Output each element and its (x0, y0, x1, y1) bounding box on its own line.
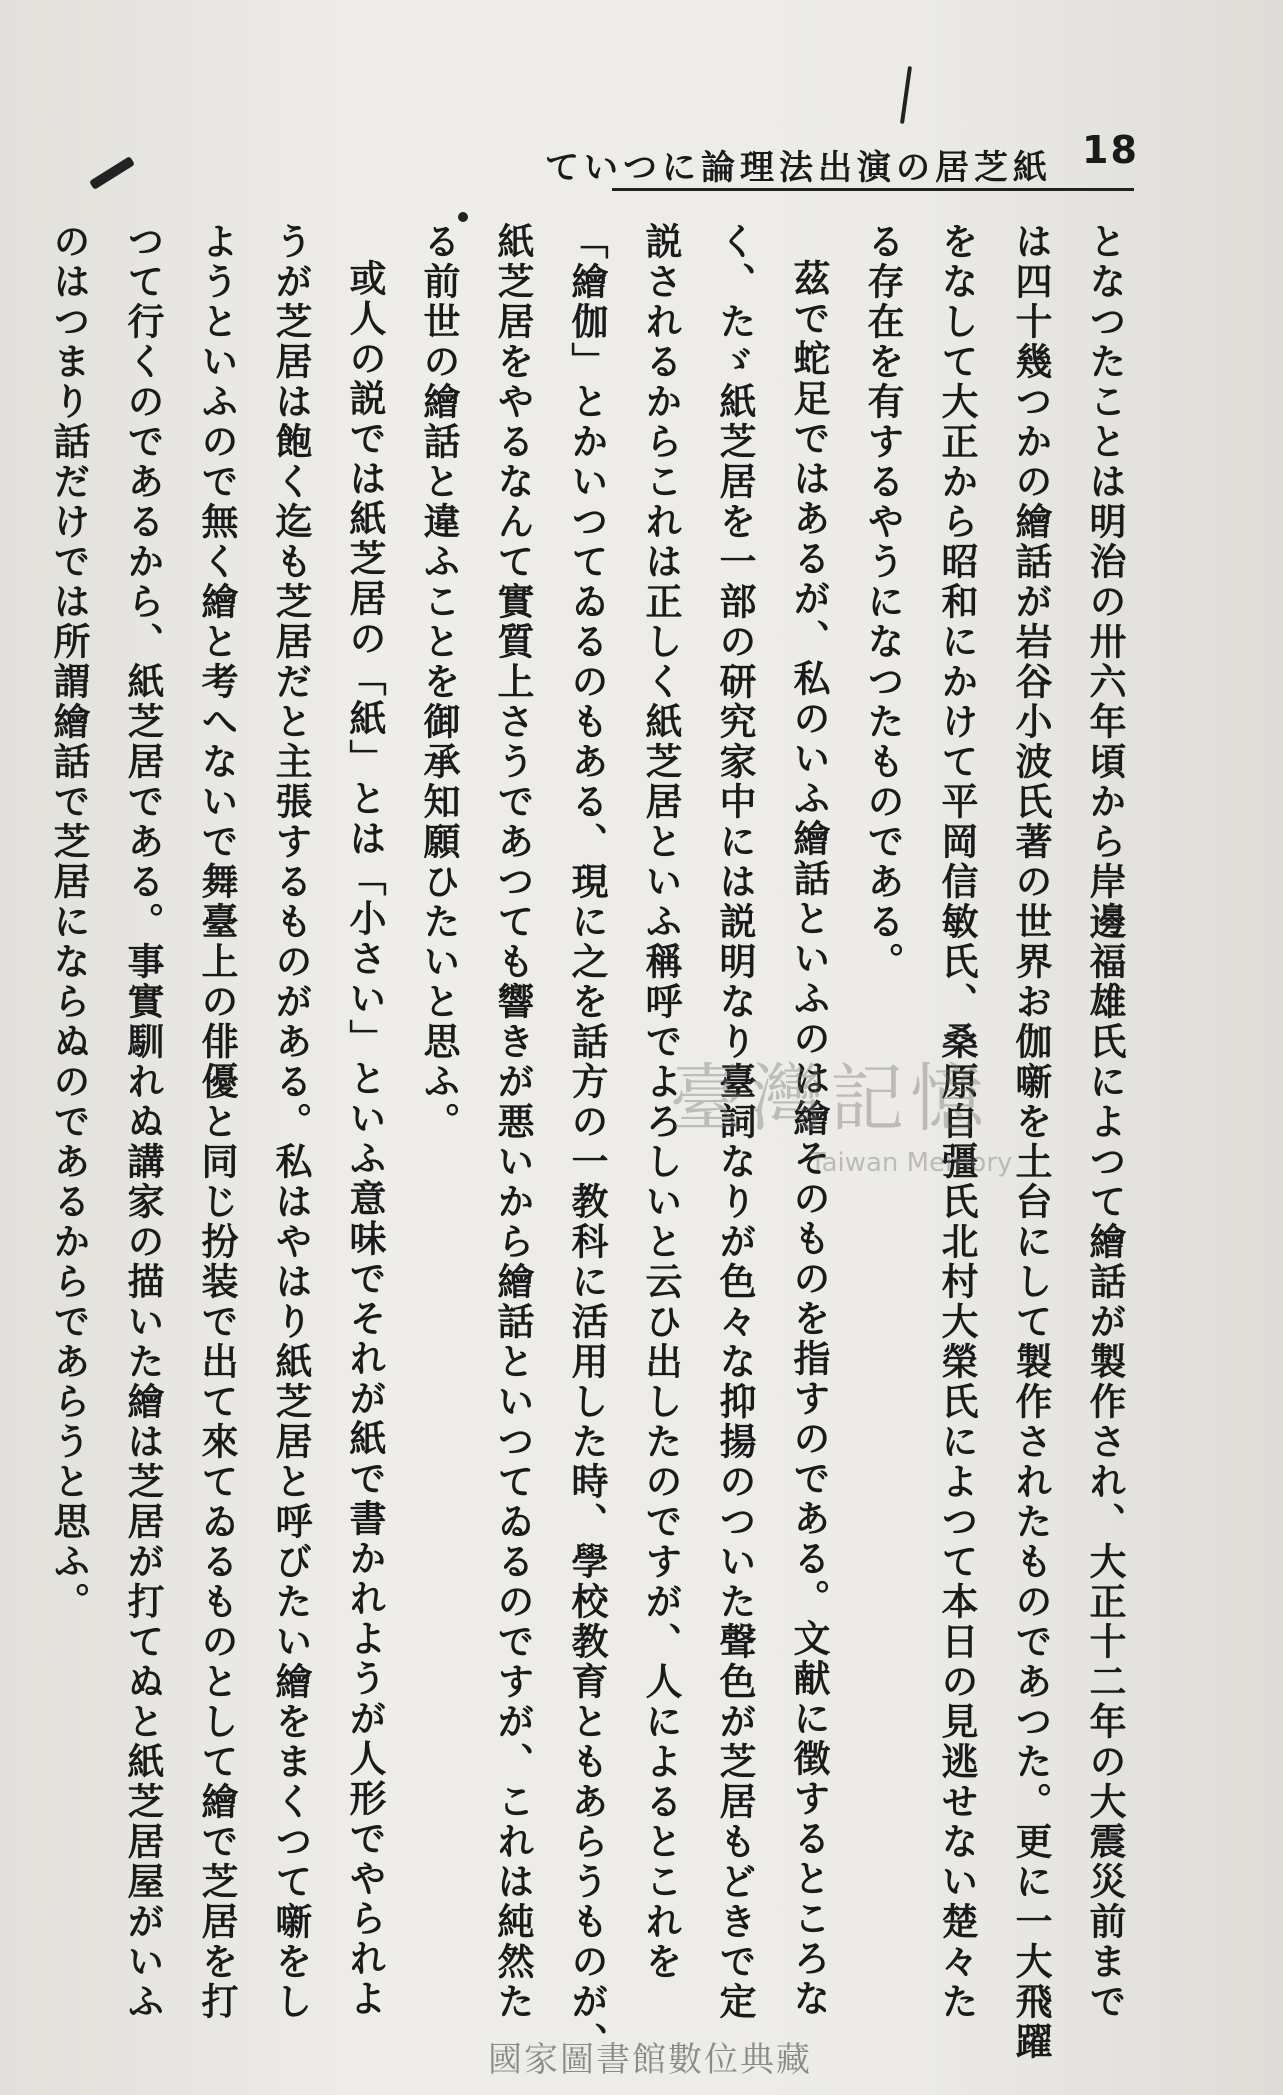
text-column: のはつまり話だけでは所謂繪話で芝居にならぬのであるからであらうと思ふ。 (47, 222, 91, 1622)
text-column: をなして大正から昭和にかけて平岡信敏氏、桑原自彊氏北村大榮氏によつて本日の見逃せない楚々た (935, 222, 979, 2022)
scan-mark (458, 212, 468, 222)
text-column: ようといふので無く繪と考へないで舞臺上の俳優と同じ扮装で出て來てゐるものとして繪で芝居を打 (195, 222, 239, 2022)
text-column: 「繪伽」とかいつてゐるのもある、現に之を話方の一教科に活用した時、學校教育ともあらうものが、 (565, 222, 609, 2062)
text-column: 説されるからこれは正しく紙芝居といふ稱呼でよろしいと云ひ出したのですが、人によるとこれを (639, 222, 683, 1982)
scan-mark (900, 66, 912, 124)
text-column: は四十幾つかの繪話が岩谷小波氏著の世界お伽噺を土台にして製作されたものであつた。更に一大飛躍 (1009, 222, 1053, 2062)
scan-mark (89, 156, 135, 190)
text-column: 紙芝居をやるなんて實質上さうであつても響きが悪いから繪話といつてゐるのですが、これは純然た (491, 222, 535, 2022)
watermark-subtext: Taiwan Memory (810, 1148, 1013, 1178)
text-column: となつたことは明治の卅六年頃から岸邊福雄氏によつて繪話が製作され、大正十二年の大震災前まで (1083, 222, 1127, 2022)
footer-credit: 國家圖書館數位典藏 (488, 2040, 812, 2080)
text-column: 茲で蛇足ではあるが、私のいふ繪話といふのは繪そのものを指すのである。文献に徴するところな (787, 259, 831, 2019)
text-column: うが芝居は飽く迄も芝居だと主張するものがある。私はやはり紙芝居と呼びたい繪をまくつて噺をし (269, 222, 313, 2022)
header-rule (612, 188, 1134, 191)
text-column: る前世の繪話と違ふことを御承知願ひたいと思ふ。 (417, 222, 461, 1142)
watermark-text: 臺灣記憶 (670, 1056, 990, 1142)
page-number: 18 (1082, 128, 1139, 172)
text-column: く、たゞ紙芝居を一部の研究家中には説明なり臺詞なりが色々な抑揚のついた聲色が芝居もどきで定 (713, 222, 757, 2022)
text-column: る存在を有するやうになつたものである。 (861, 222, 905, 982)
text-column: 或人の説では紙芝居の「紙」とは「小さい」といふ意味でそれが紙で書かれようが人形でやられよ (343, 259, 387, 2019)
watermark-logo (650, 1040, 1070, 1178)
text-column: つて行くのであるから、紙芝居である。事實馴れぬ講家の描いた繪は芝居が打てぬと紙芝居屋がいふ (121, 222, 165, 2022)
running-title: 紙芝居の演出法理論について (545, 148, 1052, 188)
